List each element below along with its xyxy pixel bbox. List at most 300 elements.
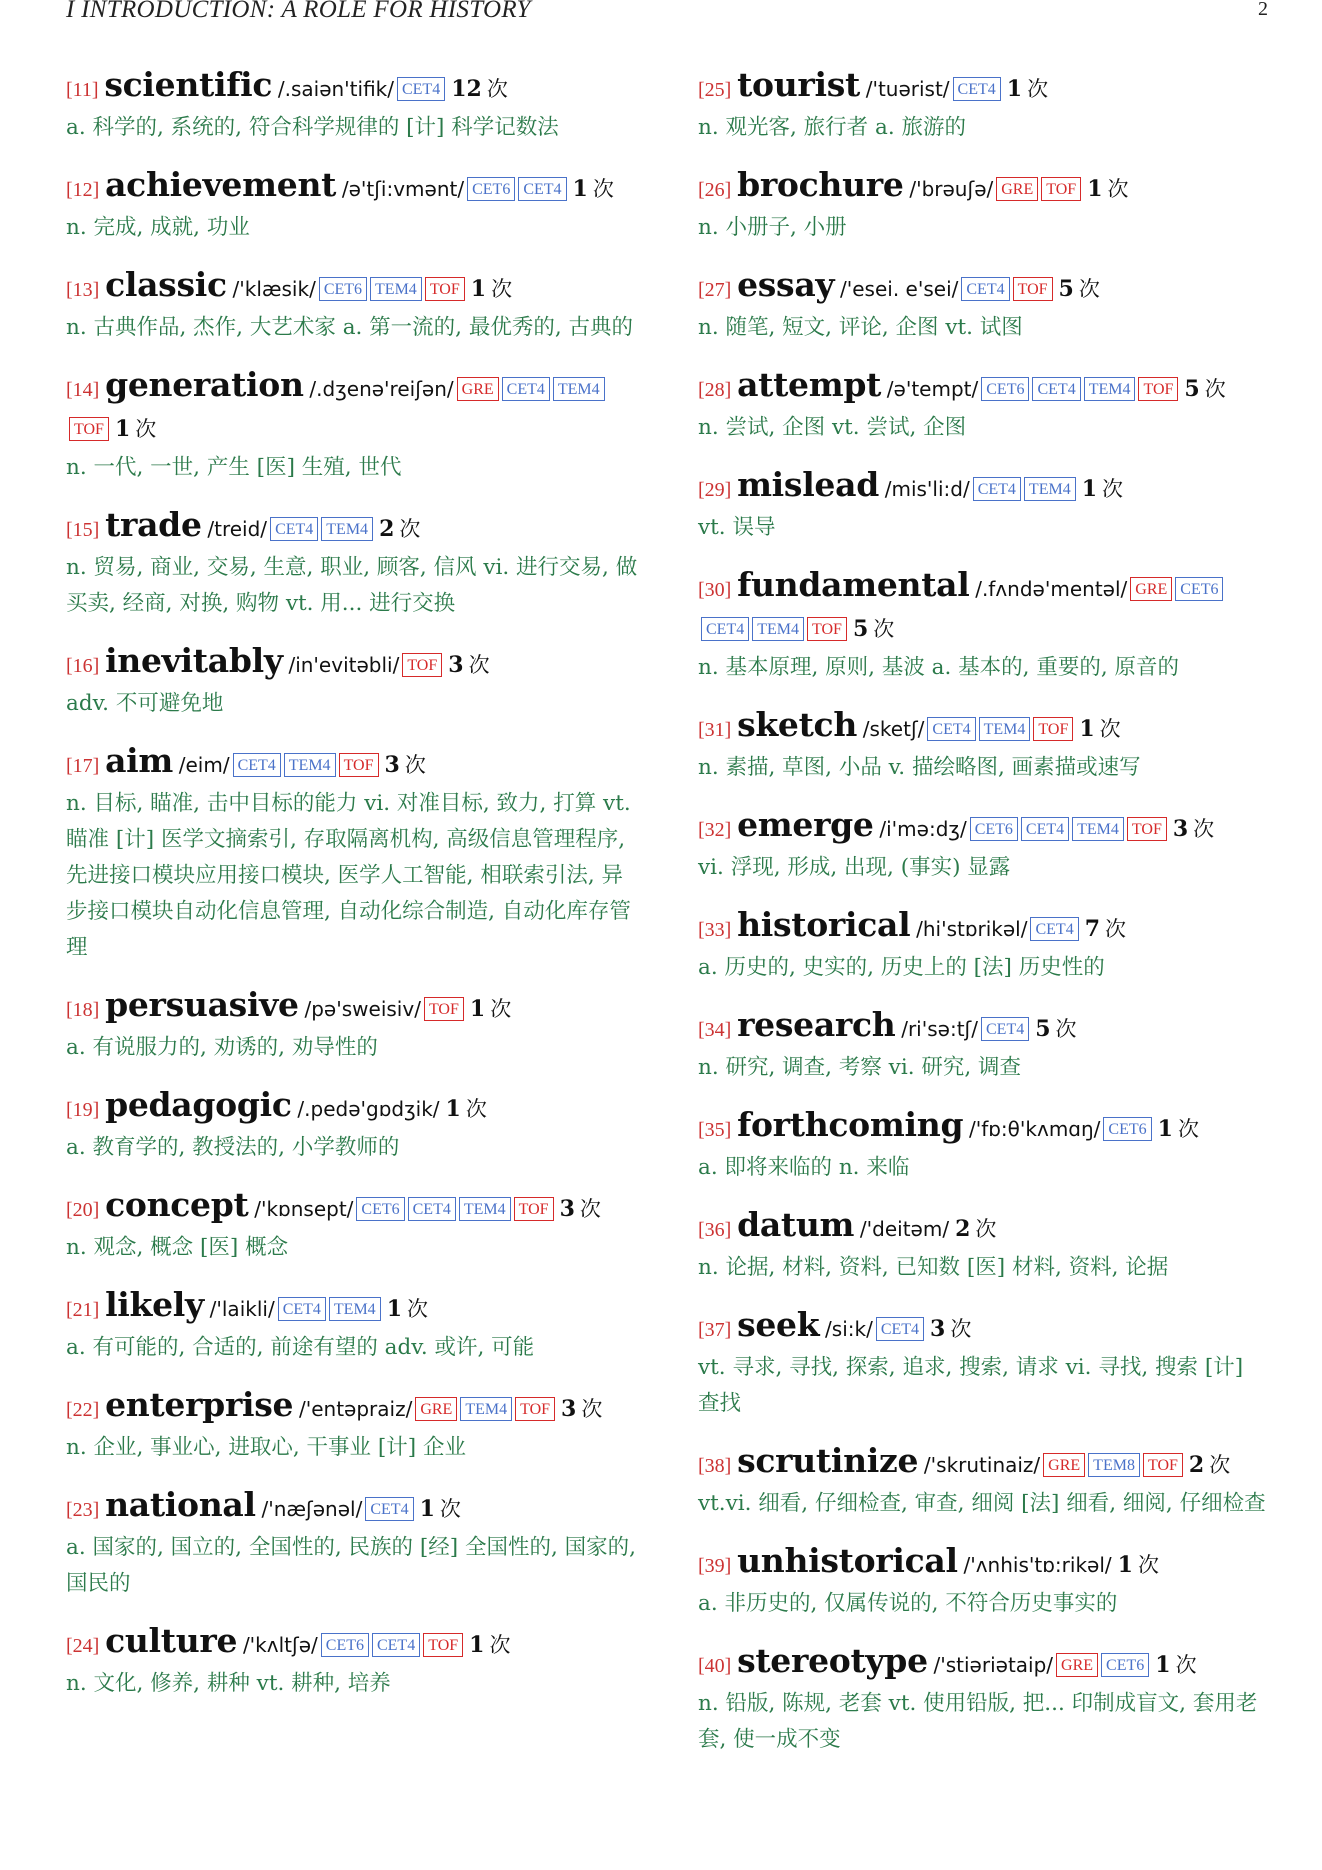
entry-headline — [698, 906, 1270, 950]
frequency-unit: 次 — [399, 517, 421, 541]
vocab-entry — [66, 1186, 638, 1266]
frequency-count: 1 — [1006, 76, 1023, 102]
exam-tag-badge: CET4 — [1021, 817, 1069, 841]
exam-tag-badge: CET4 — [876, 1317, 924, 1341]
exam-tag-badge: TEM4 — [1072, 817, 1124, 841]
exam-tag-badge: CET4 — [927, 717, 975, 741]
phonetic: /'kʌltʃə/ — [242, 1633, 318, 1657]
frequency-count: 1 — [572, 176, 588, 202]
phonetic: /mis'li:d/ — [884, 477, 970, 501]
entry-number: [19] — [66, 1099, 100, 1121]
entry-number: [29] — [698, 479, 732, 501]
exam-tag-badge: TOF — [402, 653, 442, 677]
entry-number: [26] — [698, 179, 732, 201]
headword: seek — [737, 1305, 820, 1344]
exam-tag-badge: GRE — [1056, 1653, 1098, 1677]
frequency-count: 1 — [469, 996, 486, 1022]
phonetic: /.saiən'tifik/ — [277, 77, 394, 101]
frequency-unit: 次 — [491, 277, 513, 301]
exam-tag-badge: GRE — [457, 377, 499, 401]
entry-headline — [698, 1442, 1270, 1486]
phonetic: /'stiəriətaip/ — [933, 1653, 1054, 1677]
phonetic: /ə'tʃi:vmənt/ — [341, 177, 465, 201]
frequency-count: 1 — [445, 1096, 461, 1122]
vocab-entry — [698, 466, 1270, 546]
headword: likely — [105, 1285, 204, 1324]
entry-headline — [66, 1622, 638, 1666]
exam-tag-badge: TOF — [1138, 377, 1178, 401]
exam-tag-badge: CET6 — [321, 1633, 369, 1657]
phonetic: /.pedə'gɒdʒik/ — [297, 1097, 440, 1121]
entry-headline — [698, 1106, 1270, 1150]
entry-headline — [66, 266, 638, 310]
phonetic: /'tuərist/ — [865, 77, 950, 101]
definition: n. 铅版, 陈规, 老套 vt. 使用铅版, 把... 印制成盲文, 套用老套, 使一成不变 — [698, 1691, 1258, 1752]
frequency-unit: 次 — [1175, 1653, 1197, 1677]
page-number: 2 — [1258, 0, 1268, 20]
headword: brochure — [737, 165, 904, 204]
entry-headline — [66, 986, 638, 1030]
entry-headline — [698, 1542, 1270, 1586]
definition: n. 古典作品, 杰作, 大艺术家 a. 第一流的, 最优秀的, 古典的 — [66, 315, 634, 340]
frequency-count: 12 — [451, 76, 482, 102]
right-column — [698, 66, 1270, 1778]
frequency-count: 1 — [386, 1296, 402, 1322]
vocab-entry — [66, 366, 638, 486]
headword: fundamental — [737, 565, 970, 604]
headword: stereotype — [737, 1641, 928, 1680]
exam-tag-badge: CET6 — [1103, 1117, 1151, 1141]
phonetic: /i'mə:dʒ/ — [879, 817, 967, 841]
frequency-unit: 次 — [468, 653, 490, 677]
frequency-unit: 次 — [1193, 817, 1215, 841]
entry-headline — [698, 266, 1270, 310]
headword: historical — [737, 905, 911, 944]
exam-tag-badge: CET4 — [372, 1633, 420, 1657]
phonetic: /'laikli/ — [209, 1297, 275, 1321]
entry-number: [20] — [66, 1199, 100, 1221]
exam-tag-badge: TOF — [1127, 817, 1167, 841]
entry-number: [39] — [698, 1555, 732, 1577]
headword: scrutinize — [737, 1441, 919, 1480]
exam-tag-badge: CET6 — [981, 377, 1029, 401]
entry-number: [15] — [66, 519, 100, 541]
vocab-entry — [66, 642, 638, 722]
headword: culture — [105, 1621, 238, 1660]
frequency-unit: 次 — [489, 1633, 511, 1657]
phonetic: /hi'stɒrikəl/ — [916, 917, 1028, 941]
frequency-count: 3 — [559, 1196, 575, 1222]
exam-tag-badge: TEM4 — [460, 1397, 512, 1421]
exam-tag-badge: TEM8 — [1088, 1453, 1140, 1477]
exam-tag-badge: GRE — [996, 177, 1038, 201]
frequency-unit: 次 — [465, 1097, 487, 1121]
definition: a. 有可能的, 合适的, 前途有望的 adv. 或许, 可能 — [66, 1335, 535, 1360]
entry-number: [28] — [698, 379, 732, 401]
entry-headline — [698, 66, 1270, 110]
headword: datum — [737, 1205, 855, 1244]
headword: emerge — [737, 805, 874, 844]
frequency-count: 5 — [1035, 1016, 1051, 1042]
definition: n. 论据, 材料, 资料, 已知数 [医] 材料, 资料, 论据 — [698, 1255, 1169, 1280]
frequency-unit: 次 — [1204, 377, 1226, 401]
entry-number: [11] — [66, 79, 99, 101]
headword: achievement — [105, 165, 337, 204]
entry-headline — [698, 1006, 1270, 1050]
frequency-count: 1 — [469, 1632, 485, 1658]
frequency-count: 3 — [384, 752, 400, 778]
entry-headline — [698, 1206, 1270, 1250]
exam-tag-badge: TOF — [1041, 177, 1081, 201]
frequency-count: 1 — [1157, 1116, 1173, 1142]
entry-number: [30] — [698, 579, 732, 601]
phonetic: /'næʃənəl/ — [261, 1497, 363, 1521]
entry-number: [12] — [66, 179, 100, 201]
frequency-unit: 次 — [490, 997, 512, 1021]
frequency-count: 1 — [419, 1496, 435, 1522]
phonetic: /'ʌnhis'tɒ:rikəl/ — [963, 1553, 1112, 1577]
frequency-unit: 次 — [486, 77, 508, 101]
headword: classic — [105, 265, 227, 304]
definition: a. 历史的, 史实的, 历史上的 [法] 历史性的 — [698, 955, 1105, 980]
definition: vt. 误导 — [698, 515, 776, 540]
entry-headline — [698, 1306, 1270, 1350]
definition: n. 小册子, 小册 — [698, 215, 847, 240]
entry-headline — [66, 1286, 638, 1330]
exam-tag-badge: TEM4 — [459, 1197, 511, 1221]
entry-number: [23] — [66, 1499, 100, 1521]
vocab-entry — [66, 1486, 638, 1602]
definition: a. 非历史的, 仅属传说的, 不符合历史事实的 — [698, 1591, 1118, 1616]
definition: a. 科学的, 系统的, 符合科学规律的 [计] 科学记数法 — [66, 115, 559, 140]
exam-tag-badge: GRE — [1043, 1453, 1085, 1477]
headword: national — [105, 1485, 256, 1524]
frequency-count: 3 — [930, 1316, 946, 1342]
entry-number: [13] — [66, 279, 100, 301]
exam-tag-badge: CET4 — [278, 1297, 326, 1321]
exam-tag-badge: CET4 — [973, 477, 1021, 501]
vocab-entry — [66, 1386, 638, 1466]
phonetic: /ə'tempt/ — [886, 377, 979, 401]
phonetic: /'brəuʃə/ — [909, 177, 994, 201]
exam-tag-badge: CET4 — [397, 77, 445, 101]
entry-headline — [66, 742, 638, 786]
exam-tag-badge: TOF — [807, 617, 847, 641]
exam-tag-badge: CET4 — [518, 177, 566, 201]
definition: adv. 不可避免地 — [66, 691, 224, 716]
page-header — [66, 0, 1268, 30]
frequency-unit: 次 — [135, 417, 157, 441]
frequency-count: 5 — [1184, 376, 1200, 402]
exam-tag-badge: CET6 — [319, 277, 367, 301]
phonetic: /'deitəm/ — [859, 1217, 950, 1241]
frequency-unit: 次 — [975, 1217, 997, 1241]
definition: n. 观光客, 旅行者 a. 旅游的 — [698, 115, 967, 140]
vocab-entry — [66, 986, 638, 1066]
exam-tag-badge: TEM4 — [553, 377, 605, 401]
vocab-entry — [698, 1006, 1270, 1086]
phonetic: /pə'sweisiv/ — [304, 997, 421, 1021]
frequency-count: 1 — [1079, 716, 1095, 742]
exam-tag-badge: TEM4 — [752, 617, 804, 641]
entry-number: [17] — [66, 755, 100, 777]
entry-headline — [698, 1642, 1270, 1686]
phonetic: /'fɒ:θ'kʌmɑŋ/ — [968, 1117, 1101, 1141]
definition: a. 国家的, 国立的, 全国性的, 民族的 [经] 全国性的, 国家的, 国民的 — [66, 1535, 636, 1596]
left-column — [66, 66, 638, 1722]
definition: n. 尝试, 企图 vt. 尝试, 企图 — [698, 415, 967, 440]
definition: n. 观念, 概念 [医] 概念 — [66, 1235, 289, 1260]
vocab-entry — [698, 266, 1270, 346]
entry-number: [31] — [698, 719, 732, 741]
entry-headline — [66, 642, 638, 686]
headword: trade — [105, 505, 202, 544]
entry-headline — [698, 466, 1270, 510]
exam-tag-badge: TOF — [1143, 1453, 1183, 1477]
frequency-count: 3 — [561, 1396, 577, 1422]
definition: a. 有说服力的, 劝诱的, 劝导性的 — [66, 1035, 378, 1060]
definition: n. 基本原理, 原则, 基波 a. 基本的, 重要的, 原音的 — [698, 655, 1180, 680]
definition: vt.vi. 细看, 仔细检查, 审查, 细阅 [法] 细看, 细阅, 仔细检查 — [698, 1491, 1266, 1516]
frequency-unit: 次 — [439, 1497, 461, 1521]
frequency-unit: 次 — [1107, 177, 1129, 201]
entry-number: [21] — [66, 1299, 100, 1321]
exam-tag-badge: CET4 — [408, 1197, 456, 1221]
phonetic: /in'evitəbli/ — [288, 653, 400, 677]
entry-headline — [698, 366, 1270, 410]
vocab-entry — [698, 1106, 1270, 1186]
frequency-unit: 次 — [407, 1297, 428, 1321]
frequency-count: 1 — [1081, 476, 1098, 502]
vocab-entry — [698, 566, 1270, 686]
exam-tag-badge: CET6 — [467, 177, 515, 201]
vocab-entry — [698, 366, 1270, 446]
phonetic: /ri'sə:tʃ/ — [901, 1017, 978, 1041]
vocab-entry — [66, 266, 638, 346]
entry-number: [27] — [698, 279, 732, 301]
frequency-unit: 次 — [873, 617, 895, 641]
entry-number: [36] — [698, 1219, 732, 1241]
phonetic: /si:k/ — [825, 1317, 873, 1341]
exam-tag-badge: GRE — [415, 1397, 457, 1421]
phonetic: /'kɒnsept/ — [254, 1197, 354, 1221]
entry-number: [38] — [698, 1455, 732, 1477]
exam-tag-badge: CET4 — [953, 77, 1001, 101]
headword: scientific — [104, 65, 273, 104]
frequency-count: 1 — [1117, 1552, 1133, 1578]
exam-tag-badge: CET6 — [1175, 577, 1223, 601]
headword: tourist — [737, 65, 860, 104]
exam-tag-badge: CET4 — [961, 277, 1009, 301]
headword: forthcoming — [737, 1105, 964, 1144]
entry-number: [37] — [698, 1319, 732, 1341]
exam-tag-badge: CET4 — [1032, 377, 1080, 401]
exam-tag-badge: CET4 — [270, 517, 318, 541]
frequency-unit: 次 — [950, 1317, 972, 1341]
vocab-entry — [698, 1442, 1270, 1522]
exam-tag-badge: TOF — [423, 1633, 463, 1657]
frequency-unit: 次 — [1027, 77, 1049, 101]
definition: n. 研究, 调查, 考察 vi. 研究, 调查 — [698, 1055, 1022, 1080]
frequency-unit: 次 — [592, 177, 614, 201]
exam-tag-badge: CET6 — [1101, 1653, 1149, 1677]
exam-tag-badge: TOF — [1013, 277, 1053, 301]
phonetic: /'entəpraiz/ — [298, 1397, 413, 1421]
definition: a. 即将来临的 n. 来临 — [698, 1155, 910, 1180]
frequency-unit: 次 — [579, 1197, 601, 1221]
headword: generation — [105, 365, 304, 404]
exam-tag-badge: CET4 — [981, 1017, 1029, 1041]
exam-tag-badge: CET6 — [356, 1197, 404, 1221]
vocab-entry — [698, 906, 1270, 986]
entry-number: [25] — [698, 79, 732, 101]
entry-number: [22] — [66, 1399, 100, 1421]
definition: n. 贸易, 商业, 交易, 生意, 职业, 顾客, 信风 vi. 进行交易, 做买卖, 经商, 对换, 购物 vt. 用... 进行交换 — [66, 555, 638, 616]
phonetic: /eim/ — [178, 753, 230, 777]
frequency-count: 2 — [379, 516, 395, 542]
entry-headline — [66, 1486, 638, 1530]
entry-headline — [66, 506, 638, 550]
entry-headline — [66, 1086, 638, 1130]
headword: pedagogic — [105, 1085, 292, 1124]
frequency-unit: 次 — [1102, 477, 1124, 501]
entry-number: [14] — [66, 379, 100, 401]
frequency-unit: 次 — [1137, 1553, 1159, 1577]
exam-tag-badge: CET4 — [365, 1497, 413, 1521]
entry-number: [32] — [698, 819, 732, 841]
vocab-entry — [66, 742, 638, 966]
entry-number: [40] — [698, 1655, 732, 1677]
entry-number: [24] — [66, 1635, 100, 1657]
exam-tag-badge: TEM4 — [329, 1297, 381, 1321]
frequency-count: 3 — [448, 652, 464, 678]
phonetic: /'esei. e'sei/ — [840, 277, 959, 301]
exam-tag-badge: TEM4 — [370, 277, 422, 301]
frequency-count: 3 — [1172, 816, 1189, 842]
frequency-unit: 次 — [1105, 917, 1127, 941]
exam-tag-badge: TEM4 — [1084, 377, 1136, 401]
frequency-count: 1 — [470, 276, 487, 302]
entry-headline — [698, 166, 1270, 210]
vocab-entry — [66, 506, 638, 622]
running-title: I INTRODUCTION: A ROLE FOR HISTORY — [66, 0, 531, 23]
definition: vi. 浮现, 形成, 出现, (事实) 显露 — [698, 855, 1011, 880]
exam-tag-badge: TOF — [514, 1197, 554, 1221]
headword: unhistorical — [737, 1541, 958, 1580]
vocab-entry — [66, 1086, 638, 1166]
vocab-entry — [698, 66, 1270, 146]
exam-tag-badge: TOF — [515, 1397, 555, 1421]
phonetic: /'skrutinaiz/ — [923, 1453, 1041, 1477]
exam-tag-badge: TOF — [424, 997, 464, 1021]
definition: a. 教育学的, 教授法的, 小学教师的 — [66, 1135, 400, 1160]
phonetic: /treid/ — [207, 517, 268, 541]
entry-headline — [66, 166, 638, 210]
exam-tag-badge: CET4 — [701, 617, 749, 641]
definition: n. 一代, 一世, 产生 [医] 生殖, 世代 — [66, 455, 402, 480]
frequency-unit: 次 — [1099, 717, 1121, 741]
phonetic: /.dʒenə'reiʃən/ — [309, 377, 454, 401]
definition: n. 素描, 草图, 小品 v. 描绘略图, 画素描或速写 — [698, 755, 1141, 780]
vocab-entry — [66, 66, 638, 146]
entry-number: [34] — [698, 1019, 732, 1041]
entry-headline — [66, 66, 638, 110]
exam-tag-badge: CET4 — [233, 753, 281, 777]
headword: attempt — [737, 365, 882, 404]
entry-headline — [66, 1186, 638, 1230]
phonetic: /.fʌndə'mentəl/ — [975, 577, 1128, 601]
exam-tag-badge: TOF — [339, 753, 379, 777]
frequency-unit: 次 — [404, 753, 426, 777]
definition: n. 目标, 瞄准, 击中目标的能力 vi. 对准目标, 致力, 打算 vt. 瞄准 [计] 医学文摘索引, 存取隔离机构, 高级信息管理程序, 先进接口模块应用接口模块, 医学人工智能, 相联索引法, 异步接口模块自动化信息管理, 自动化综合制造, 自动化库存管理 — [66, 791, 631, 960]
vocab-entry — [66, 1286, 638, 1366]
exam-tag-badge: TEM4 — [1024, 477, 1076, 501]
frequency-unit: 次 — [1177, 1117, 1199, 1141]
exam-tag-badge: CET4 — [502, 377, 550, 401]
definition: n. 随笔, 短文, 评论, 企图 vt. 试图 — [698, 315, 1023, 340]
exam-tag-badge: TOF — [69, 417, 109, 441]
phonetic: /'klæsik/ — [232, 277, 316, 301]
exam-tag-badge: TOF — [1033, 717, 1073, 741]
entry-headline — [698, 706, 1270, 750]
entry-headline — [66, 366, 638, 450]
entry-number: [16] — [66, 655, 100, 677]
exam-tag-badge: CET4 — [1030, 917, 1078, 941]
frequency-unit: 次 — [1209, 1453, 1231, 1477]
definition: n. 文化, 修养, 耕种 vt. 耕种, 培养 — [66, 1671, 391, 1696]
frequency-count: 5 — [1058, 276, 1074, 302]
headword: sketch — [737, 705, 858, 744]
exam-tag-badge: TOF — [425, 277, 465, 301]
entry-headline — [698, 566, 1270, 650]
entry-number: [33] — [698, 919, 732, 941]
phonetic: /sketʃ/ — [862, 717, 925, 741]
frequency-count: 7 — [1084, 916, 1101, 942]
frequency-count: 2 — [1188, 1452, 1205, 1478]
headword: concept — [105, 1185, 249, 1224]
frequency-unit: 次 — [1078, 277, 1100, 301]
vocab-entry — [66, 1622, 638, 1702]
entry-headline — [698, 806, 1270, 850]
frequency-count: 1 — [1087, 176, 1103, 202]
frequency-unit: 次 — [1055, 1017, 1077, 1041]
frequency-count: 2 — [955, 1216, 971, 1242]
definition: n. 完成, 成就, 功业 — [66, 215, 250, 240]
frequency-count: 1 — [114, 416, 131, 442]
vocab-entry — [698, 1542, 1270, 1622]
vocab-entry — [698, 1206, 1270, 1286]
vocab-entry — [698, 1642, 1270, 1758]
exam-tag-badge: TEM4 — [321, 517, 373, 541]
headword: mislead — [737, 465, 879, 504]
exam-tag-badge: TEM4 — [284, 753, 336, 777]
entry-number: [35] — [698, 1119, 732, 1141]
headword: research — [737, 1005, 896, 1044]
vocab-entry — [698, 806, 1270, 886]
entry-headline — [66, 1386, 638, 1430]
headword: persuasive — [105, 985, 299, 1024]
frequency-count: 5 — [852, 616, 869, 642]
frequency-count: 1 — [1155, 1652, 1171, 1678]
frequency-unit: 次 — [581, 1397, 603, 1421]
headword: essay — [737, 265, 835, 304]
vocab-entry — [66, 166, 638, 246]
headword: inevitably — [105, 641, 283, 680]
entry-number: [18] — [66, 999, 100, 1021]
headword: enterprise — [105, 1385, 294, 1424]
exam-tag-badge: CET6 — [970, 817, 1018, 841]
vocab-entry — [698, 1306, 1270, 1422]
